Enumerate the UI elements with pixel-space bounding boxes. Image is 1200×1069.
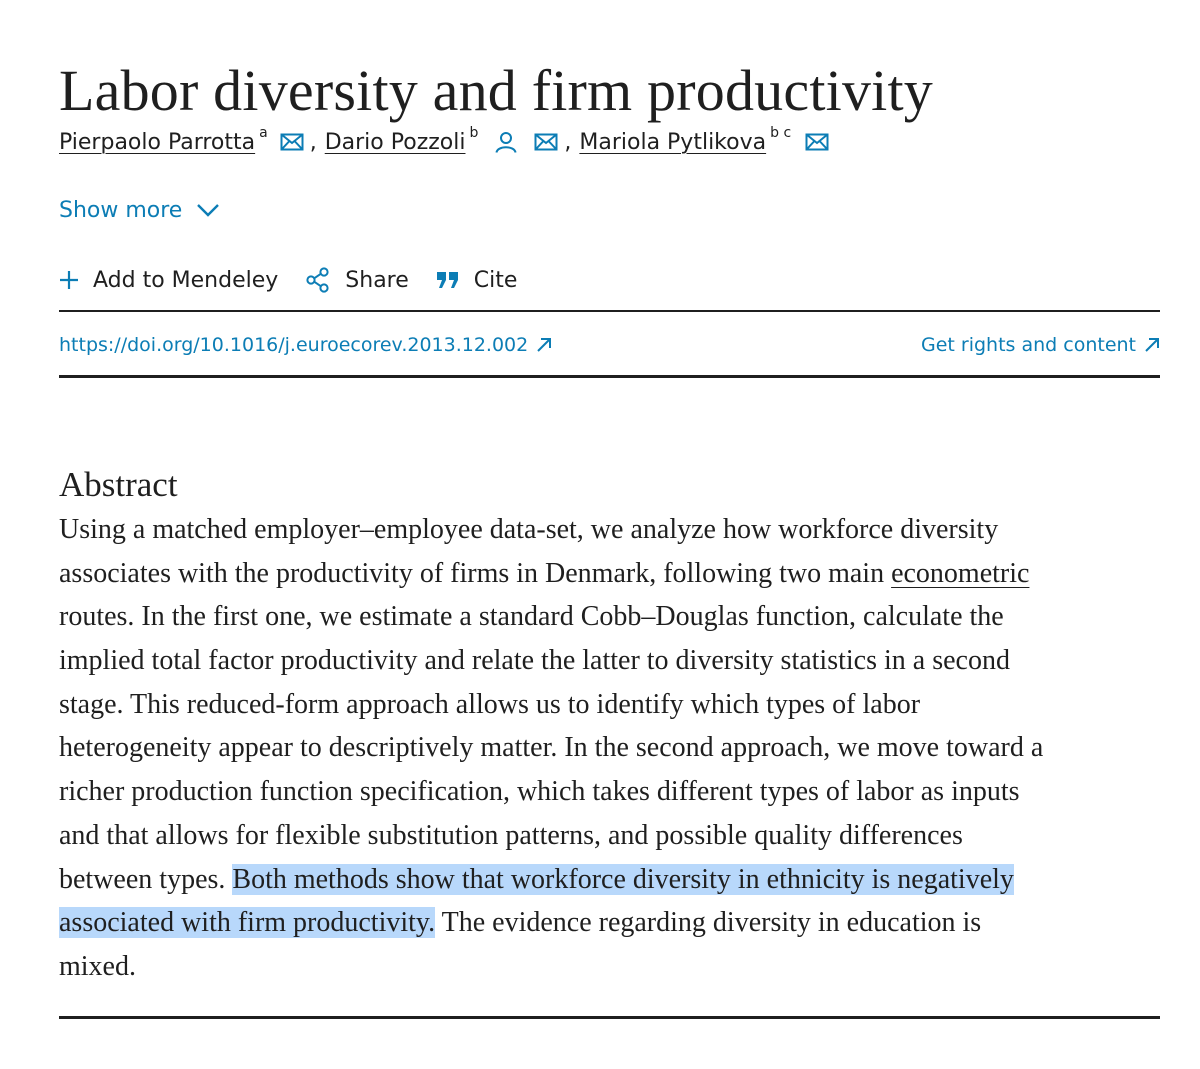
add-to-mendeley-button[interactable] bbox=[59, 268, 278, 293]
abstract-line-text: implied total factor productivity and relate the latter to diversity statistics in a second bbox=[59, 645, 1010, 677]
external-link-icon bbox=[1144, 337, 1160, 353]
abstract-text bbox=[59, 508, 1160, 989]
author-separator: , bbox=[309, 129, 317, 155]
divider bbox=[59, 375, 1160, 378]
rights-label: Get rights and content bbox=[920, 334, 1136, 356]
show-more-button[interactable] bbox=[59, 194, 220, 226]
author-link[interactable]: Mariola Pytlikova bbox=[579, 129, 767, 155]
author-link[interactable]: Dario Pozzoli bbox=[324, 129, 466, 155]
abstract-line-text: associates with the productivity of firms in Denmark, following two main bbox=[59, 557, 892, 589]
cite-label: Cite bbox=[473, 267, 518, 293]
divider bbox=[59, 310, 1160, 312]
affiliation-marker: b bbox=[469, 125, 479, 141]
abstract-line-text: stage. This reduced-form approach allows us to identify which types of labor bbox=[59, 688, 921, 720]
abstract-line bbox=[59, 639, 1160, 683]
mail-icon[interactable] bbox=[534, 133, 558, 151]
share-label: Share bbox=[345, 267, 409, 293]
abstract-line-text: heterogeneity appear to descriptively matter. In the second approach, we move toward a bbox=[59, 732, 1044, 764]
get-rights-link[interactable] bbox=[921, 334, 1160, 356]
abstract-line bbox=[59, 552, 1160, 596]
cite-button[interactable] bbox=[436, 268, 518, 293]
author-separator: , bbox=[564, 129, 572, 155]
affiliation-marker: a bbox=[259, 125, 268, 141]
mail-icon[interactable] bbox=[280, 133, 304, 151]
share-button[interactable] bbox=[305, 267, 409, 293]
abstract-line-text: routes. In the first one, we estimate a standard Cobb–Douglas function, calculate the bbox=[59, 601, 1004, 633]
abstract-line-text: The evidence regarding diversity in education is bbox=[435, 907, 982, 939]
divider bbox=[59, 1016, 1160, 1019]
chevron-down-icon bbox=[182, 198, 220, 223]
affiliation-marker: b c bbox=[770, 125, 792, 141]
abstract-line bbox=[59, 770, 1160, 814]
plus-icon bbox=[59, 270, 79, 290]
abstract-line-text: and that allows for flexible substitution patterns, and possible quality differences bbox=[59, 819, 963, 851]
mail-icon[interactable] bbox=[805, 133, 829, 151]
share-icon bbox=[305, 267, 331, 293]
abstract-line bbox=[59, 683, 1160, 727]
author-link[interactable]: Pierpaolo Parrotta bbox=[59, 129, 256, 155]
abstract-line bbox=[59, 901, 1160, 945]
abstract-line bbox=[59, 595, 1160, 639]
highlighted-text: associated with firm productivity. bbox=[59, 907, 436, 939]
abstract-line-text: between types. bbox=[59, 863, 233, 895]
abstract-line bbox=[59, 508, 1160, 552]
doi-text: https://doi.org/10.1016/j.euroecorev.2013.12.002 bbox=[59, 334, 529, 356]
article-title: Labor diversity and firm productivity bbox=[59, 57, 933, 123]
abstract-line-text: Using a matched employer–employee data-set, we analyze how workforce diversity bbox=[59, 514, 999, 545]
show-more-label: Show more bbox=[59, 197, 183, 223]
author-list bbox=[59, 124, 829, 160]
doi-row bbox=[59, 330, 1160, 360]
abstract-line-text: richer production function specification, which takes different types of labor as inputs bbox=[59, 776, 1020, 808]
abstract-heading: Abstract bbox=[59, 465, 178, 505]
abstract-line bbox=[59, 945, 1160, 989]
quote-icon bbox=[436, 270, 460, 290]
external-link-icon bbox=[536, 337, 552, 353]
abstract-line bbox=[59, 814, 1160, 858]
abstract-line bbox=[59, 858, 1160, 902]
highlighted-text: Both methods show that workforce diversity in ethnicity is negatively bbox=[232, 863, 1014, 895]
article-actions bbox=[59, 264, 544, 296]
econometric-term-link[interactable]: econometric bbox=[891, 557, 1030, 589]
doi-link[interactable] bbox=[59, 334, 552, 356]
person-icon[interactable] bbox=[494, 130, 518, 154]
abstract-line-text: mixed. bbox=[59, 950, 136, 982]
mendeley-label: Add to Mendeley bbox=[93, 267, 279, 293]
abstract-line bbox=[59, 726, 1160, 770]
